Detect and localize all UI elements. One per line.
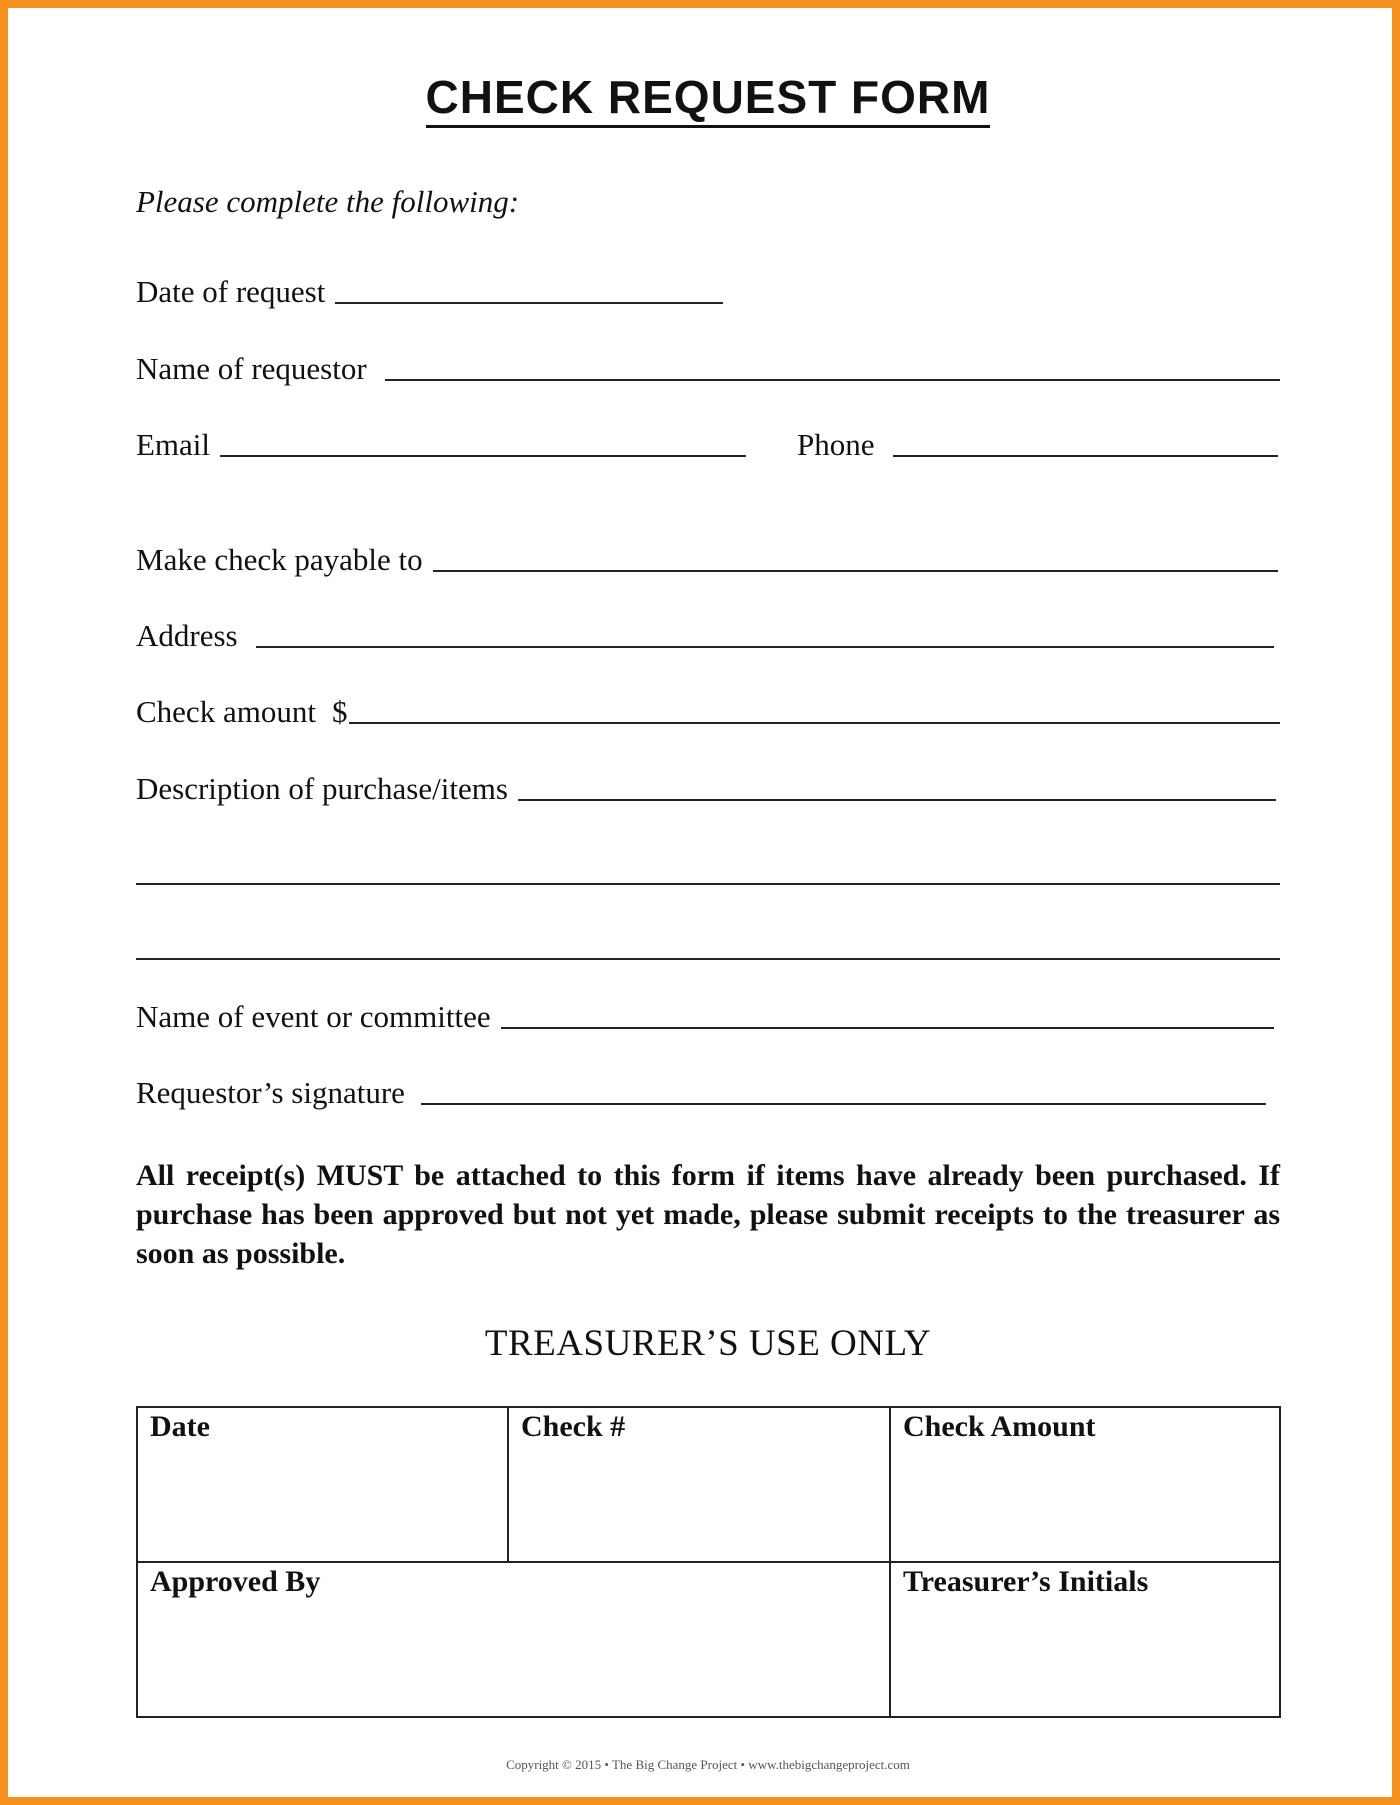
treasurer-initials-cell[interactable] — [890, 1562, 1280, 1717]
date-of-request-field[interactable] — [335, 302, 723, 304]
event-field[interactable] — [501, 1027, 1274, 1029]
phone-label: Phone — [797, 427, 875, 462]
email-row — [136, 423, 746, 463]
requestor-name-row — [136, 347, 1280, 387]
signature-field[interactable] — [421, 1103, 1266, 1105]
treasurer-check-no-label: Check # — [521, 1410, 626, 1443]
address-label: Address — [136, 618, 238, 653]
phone-field[interactable] — [893, 455, 1279, 457]
check-amount-label: Check amount — [136, 694, 316, 729]
date-of-request-label: Date of request — [136, 274, 326, 309]
treasurer-check-no-cell[interactable] — [508, 1407, 890, 1562]
phone-row — [797, 423, 1278, 463]
dollar-sign: $ — [331, 694, 348, 729]
treasurer-date-label: Date — [150, 1410, 210, 1443]
instruction-text: Please complete the following: — [136, 184, 520, 219]
payable-to-label: Make check payable to — [136, 542, 423, 577]
approved-by-label: Approved By — [150, 1565, 321, 1598]
form-title-text: CHECK REQUEST FORM — [426, 71, 991, 128]
requestor-name-field[interactable] — [385, 379, 1280, 381]
description-label: Description of purchase/items — [136, 771, 508, 806]
signature-label: Requestor’s signature — [136, 1075, 405, 1110]
treasurer-table — [136, 1406, 1281, 1718]
description-line-3[interactable] — [136, 958, 1280, 960]
form-title — [8, 70, 1400, 124]
description-field[interactable] — [518, 799, 1276, 801]
payable-to-row — [136, 538, 1278, 578]
treasurer-date-cell[interactable] — [137, 1407, 508, 1562]
signature-row — [136, 1071, 1266, 1111]
email-label: Email — [136, 427, 211, 462]
date-of-request-row — [136, 270, 723, 310]
copyright-footer: Copyright © 2015 • The Big Change Project • www.thebigchangeproject.com — [506, 1757, 910, 1772]
requestor-name-label: Name of requestor — [136, 351, 367, 386]
approved-by-cell[interactable] — [137, 1562, 890, 1717]
treasurer-heading: TREASURER’S USE ONLY — [484, 1323, 932, 1364]
event-row — [136, 995, 1274, 1035]
email-field[interactable] — [220, 455, 746, 457]
payable-to-field[interactable] — [433, 570, 1278, 572]
address-field[interactable] — [256, 646, 1274, 648]
treasurer-check-amount-cell[interactable] — [890, 1407, 1280, 1562]
event-label: Name of event or committee — [136, 999, 491, 1034]
treasurer-initials-label: Treasurer’s Initials — [903, 1565, 1149, 1598]
address-row — [136, 614, 1274, 654]
treasurer-check-amount-label: Check Amount — [903, 1410, 1096, 1443]
check-amount-row — [136, 690, 1280, 730]
check-amount-field[interactable] — [349, 722, 1280, 724]
description-line-2[interactable] — [136, 883, 1280, 885]
description-row — [136, 767, 1276, 807]
receipt-notice: All receipt(s) MUST be attached to this form if items have already been purchased. If purchase has been approved but not yet made, please submit receipts to the treasurer as soon as possible. — [136, 1159, 1280, 1270]
